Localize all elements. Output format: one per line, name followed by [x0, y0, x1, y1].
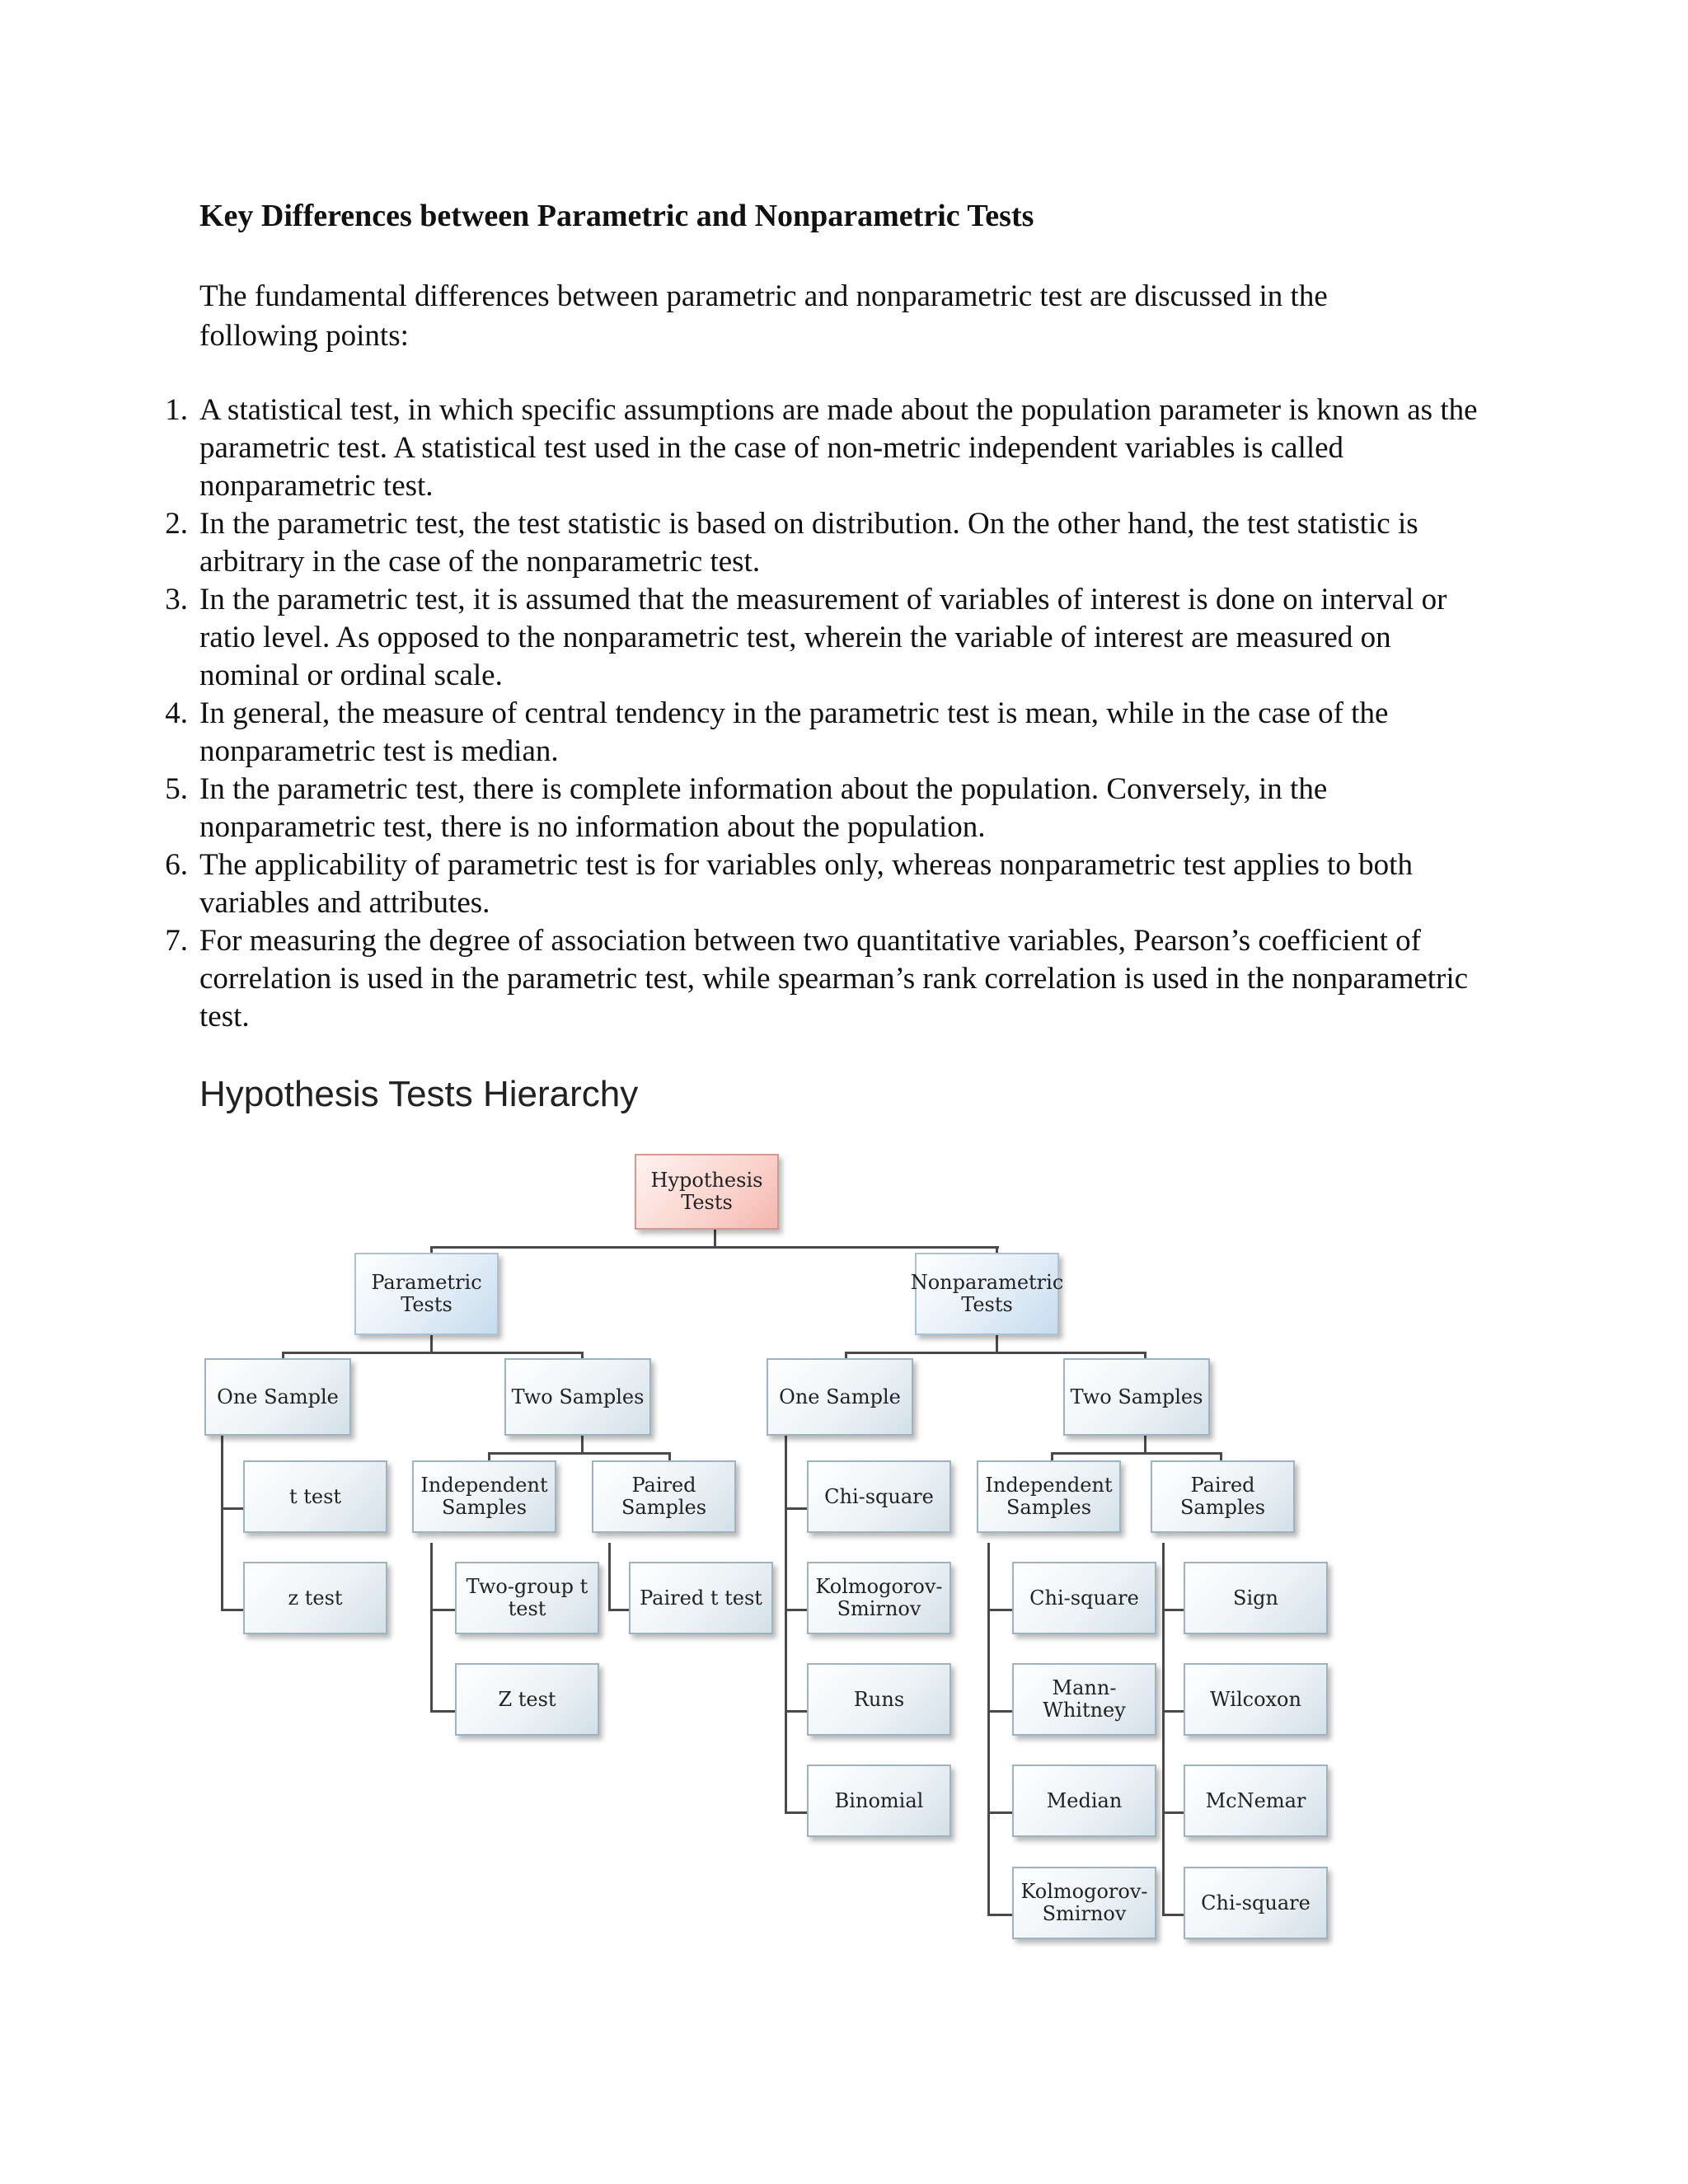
list-item-number: 5.: [165, 772, 188, 806]
list-item-text: In the parametric test, there is complete information about the population. Conversely, in the nonparametric test, there is no information about the population.: [199, 772, 1328, 844]
node-median: Median: [1012, 1765, 1156, 1837]
node-np-independent-samples: Independent Samples: [977, 1460, 1121, 1533]
connector: [1162, 1609, 1184, 1611]
list-item: [165, 695, 1485, 771]
node-sign: Sign: [1184, 1562, 1328, 1634]
connector: [987, 1710, 1012, 1713]
list-item: [165, 581, 1485, 695]
document-title: Key Differences between Parametric and Nonparametric Tests: [199, 199, 1034, 233]
node-parametric-tests: Parametric Tests: [354, 1253, 499, 1335]
list-item-number: 1.: [165, 393, 188, 427]
node-hypothesis-tests: Hypothesis Tests: [635, 1154, 779, 1230]
node-binomial: Binomial: [807, 1765, 951, 1837]
node-parametric-paired-samples: Paired Samples: [592, 1460, 736, 1533]
connector: [785, 1811, 807, 1814]
node-mann-whitney: Mann-Whitney: [1012, 1663, 1156, 1736]
node-z-test-independent: Z test: [455, 1663, 599, 1736]
node-np-ind-chi-square: Chi-square: [1012, 1562, 1156, 1634]
node-np-ind-kolmogorov-smirnov: Kolmogorov-Smirnov: [1012, 1867, 1156, 1939]
node-np-paired-chi-square: Chi-square: [1184, 1867, 1328, 1939]
connector: [987, 1609, 1012, 1611]
connector: [785, 1507, 807, 1510]
node-two-group-t-test: Two-group t test: [455, 1562, 599, 1634]
connector: [221, 1507, 243, 1510]
list-item-number: 3.: [165, 583, 188, 616]
list-item-number: 2.: [165, 507, 188, 541]
node-parametric-two-samples: Two Samples: [504, 1358, 651, 1436]
node-parametric-independent-samples: Independent Samples: [412, 1460, 556, 1533]
list-item: [165, 846, 1485, 922]
differences-list: [165, 391, 1485, 1036]
section-heading: Hypothesis Tests Hierarchy: [199, 1074, 639, 1114]
list-item: [165, 771, 1485, 846]
node-np-paired-samples: Paired Samples: [1151, 1460, 1295, 1533]
list-item: [165, 505, 1485, 581]
node-wilcoxon: Wilcoxon: [1184, 1663, 1328, 1736]
connector: [1162, 1710, 1184, 1713]
intro-paragraph: The fundamental differences between parametric and nonparametric test are discussed in the following points:: [199, 279, 1328, 353]
node-parametric-one-sample: One Sample: [204, 1358, 351, 1436]
connector: [987, 1914, 1012, 1916]
connector: [1162, 1543, 1165, 1915]
node-z-test: z test: [243, 1562, 387, 1634]
connector: [608, 1609, 629, 1611]
list-item-text: In the parametric test, it is assumed that the measurement of variables of interest is done on interval or ratio level. As opposed to the nonparametric test, wherein the variable of interest are measured on nominal or ordinal scale.: [199, 583, 1447, 692]
node-t-test: t test: [243, 1460, 387, 1533]
connector: [987, 1543, 990, 1915]
list-item-text: In general, the measure of central tendency in the parametric test is mean, while in the case of the nonparametric test is median.: [199, 696, 1389, 768]
connector: [430, 1710, 455, 1713]
connector: [1051, 1452, 1222, 1455]
connector: [282, 1352, 584, 1354]
list-item-number: 6.: [165, 848, 188, 882]
node-runs: Runs: [807, 1663, 951, 1736]
connector: [987, 1811, 1012, 1814]
node-mcnemar: McNemar: [1184, 1765, 1328, 1837]
list-item-text: For measuring the degree of association between two quantitative variables, Pearson’s coefficient of correlation is used in the parametric test, while spearman’s rank correlation is used in the nonparametric test.: [199, 924, 1469, 1033]
node-paired-t-test: Paired t test: [629, 1562, 773, 1634]
connector: [430, 1246, 999, 1249]
connector: [608, 1543, 611, 1611]
connector: [430, 1335, 433, 1353]
node-nonparametric-two-samples: Two Samples: [1063, 1358, 1210, 1436]
connector: [785, 1710, 807, 1713]
list-item-text: The applicability of parametric test is for variables only, whereas nonparametric test applies to both variables and attributes.: [199, 848, 1413, 920]
node-nonparametric-tests: Nonparametric Tests: [915, 1253, 1059, 1335]
node-np-one-chi-square: Chi-square: [807, 1460, 951, 1533]
node-nonparametric-one-sample: One Sample: [767, 1358, 913, 1436]
list-item-text: In the parametric test, the test statistic is based on distribution. On the other hand, the test statistic is arbitrary in the case of the nonparametric test.: [199, 507, 1418, 579]
list-item: [165, 391, 1485, 505]
list-item-number: 7.: [165, 924, 188, 958]
node-np-one-kolmogorov-smirnov: Kolmogorov-Smirnov: [807, 1562, 951, 1634]
connector: [1162, 1914, 1184, 1916]
connector: [845, 1352, 1146, 1354]
list-item: [165, 922, 1485, 1036]
connector: [221, 1609, 243, 1611]
connector: [221, 1436, 223, 1610]
connector: [430, 1543, 433, 1712]
connector: [714, 1230, 716, 1248]
connector: [1144, 1436, 1146, 1454]
list-item-text: A statistical test, in which specific assumptions are made about the population parameter is known as the parametric test. A statistical test used in the case of non-metric independent variables is called nonparametric test.: [199, 393, 1478, 503]
connector: [785, 1609, 807, 1611]
list-item-number: 4.: [165, 696, 188, 730]
connector: [996, 1335, 998, 1353]
connector: [488, 1452, 671, 1455]
connector: [430, 1609, 455, 1611]
connector: [1162, 1811, 1184, 1814]
connector: [581, 1436, 584, 1454]
connector: [785, 1436, 787, 1813]
